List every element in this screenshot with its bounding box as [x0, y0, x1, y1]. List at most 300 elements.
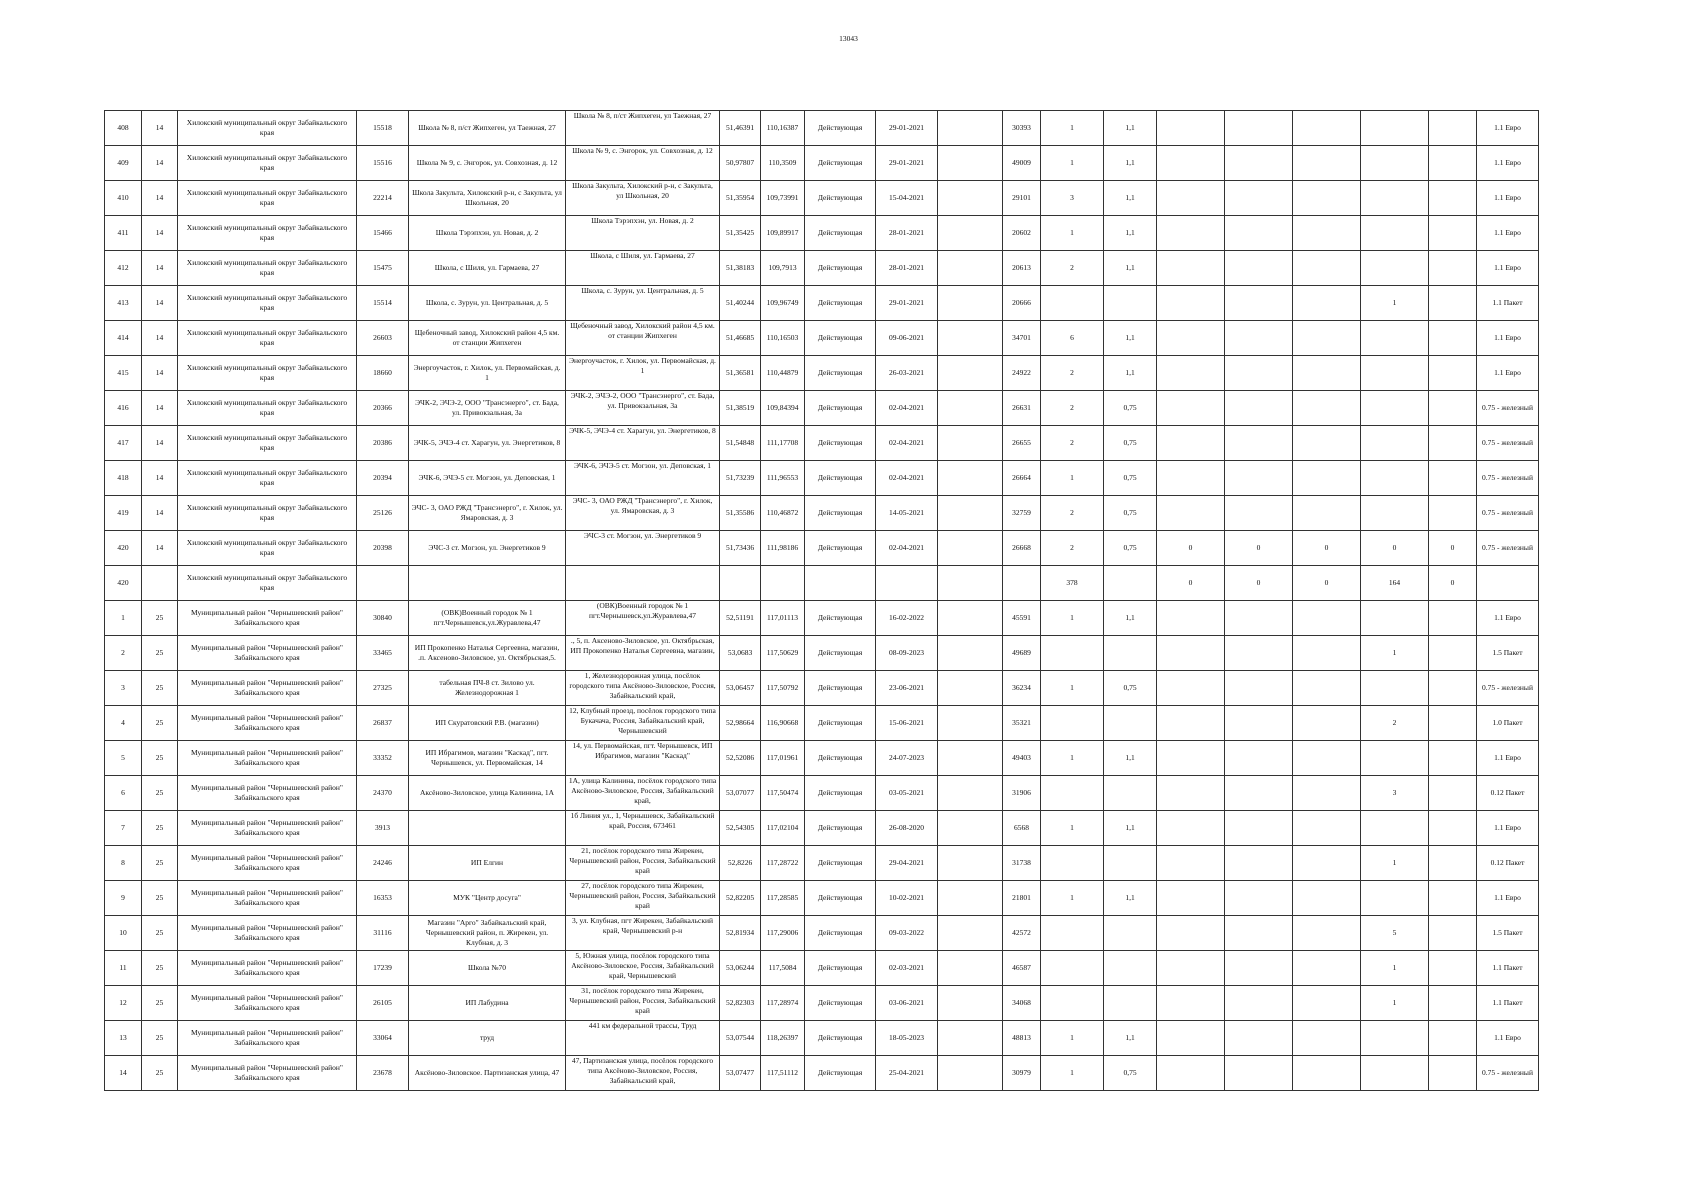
cell-text: Действующая — [817, 648, 863, 657]
cell-address-left — [409, 251, 566, 286]
cell-count — [1041, 811, 1104, 846]
cell-text: 1.1 Евро — [1494, 333, 1521, 342]
cell-text: 1.1 Евро — [1494, 263, 1521, 272]
cell-latitude — [720, 811, 761, 846]
cell-volume — [1104, 566, 1157, 601]
cell-object-id — [357, 1056, 409, 1091]
table-row — [105, 916, 1539, 951]
cell-site-id — [1003, 706, 1041, 741]
cell-text: 25 — [155, 648, 164, 657]
cell-latitude — [720, 881, 761, 916]
cell-site-id — [1003, 916, 1041, 951]
cell-site-id — [1003, 986, 1041, 1021]
cell-text: 109,7913 — [768, 263, 797, 272]
cell-text: 25126 — [373, 508, 392, 517]
cell-bag-count — [1361, 636, 1429, 671]
cell-text: Муниципальный район "Чернышевский район" Забайкальского края — [191, 958, 343, 977]
cell-text: 29-04-2021 — [889, 858, 924, 867]
cell-district-code — [142, 356, 178, 391]
table-row — [105, 356, 1539, 391]
cell-latitude — [720, 916, 761, 951]
cell-municipality — [178, 636, 357, 671]
cell-address-right — [566, 496, 720, 531]
cell-address-right — [566, 916, 720, 951]
cell-text: 117,51112 — [766, 1068, 799, 1077]
cell-text: 53,07544 — [725, 1033, 755, 1042]
cell-text: 0,75 — [1123, 438, 1137, 447]
cell-extra-2 — [1225, 286, 1293, 321]
cell-text: 117,50792 — [766, 683, 799, 692]
cell-object-id — [357, 461, 409, 496]
table-row — [105, 566, 1539, 601]
cell-address-left — [409, 461, 566, 496]
cell-date — [876, 321, 938, 356]
cell-status — [805, 531, 876, 566]
table-row — [105, 846, 1539, 881]
cell-text: 20366 — [373, 403, 392, 412]
cell-text: 3 — [121, 683, 125, 692]
cell-text: 25 — [155, 893, 164, 902]
cell-status — [805, 111, 876, 146]
cell-text: 0,75 — [1123, 683, 1137, 692]
cell-text: 13 — [119, 1033, 127, 1042]
cell-text: Школа Тэрэпхэн, ул. Новая, д. 2 — [591, 216, 694, 225]
cell-object-id — [357, 181, 409, 216]
cell-bag-count — [1361, 181, 1429, 216]
cell-latitude — [720, 461, 761, 496]
cell-text: 15-04-2021 — [889, 193, 924, 202]
cell-longitude — [761, 391, 805, 426]
cell-site-id — [1003, 426, 1041, 461]
cell-text: 36234 — [1012, 683, 1031, 692]
cell-text: 1А, улица Калинина, посёлок городского типа Аксёново-Зиловское, Россия, Забайкальский край, — [568, 776, 717, 805]
cell-container-type — [1477, 1021, 1539, 1056]
cell-site-id — [1003, 356, 1041, 391]
cell-container-type — [1477, 881, 1539, 916]
cell-volume — [1104, 426, 1157, 461]
cell-municipality — [178, 1056, 357, 1091]
cell-text: 414 — [117, 333, 129, 342]
cell-text: Действующая — [817, 333, 863, 342]
cell-text: Школа № 9, с. Энгорок, ул. Совхозная, д. 12 — [416, 158, 558, 167]
cell-object-id — [357, 811, 409, 846]
cell-count — [1041, 181, 1104, 216]
cell-text: Действующая — [817, 543, 863, 552]
cell-container-type — [1477, 426, 1539, 461]
cell-site-id — [1003, 811, 1041, 846]
cell-object-id — [357, 846, 409, 881]
cell-text: 27, посёлок городского типа Жирекен, Чернышевский район, Россия, Забайкальский край — [569, 881, 716, 910]
cell-address-left — [409, 181, 566, 216]
cell-text: 1,1 — [1125, 333, 1135, 342]
cell-text: 1.1 Евро — [1494, 1033, 1521, 1042]
cell-empty — [938, 426, 1003, 461]
cell-status — [805, 321, 876, 356]
cell-text: 15-06-2021 — [889, 718, 924, 727]
cell-text: 51,35586 — [725, 508, 755, 517]
cell-bag-count — [1361, 286, 1429, 321]
cell-district-code — [142, 216, 178, 251]
cell-text: 33352 — [373, 753, 392, 762]
cell-address-left — [409, 356, 566, 391]
cell-text: 0 — [1256, 543, 1261, 552]
cell-text: 1,1 — [1125, 368, 1135, 377]
cell-address-left — [409, 1056, 566, 1091]
cell-district-code — [142, 321, 178, 356]
cell-extra-4 — [1429, 1021, 1477, 1056]
cell-text: 441 км федеральной трассы, Труд — [588, 1021, 697, 1030]
cell-empty — [938, 321, 1003, 356]
cell-text: 51,73239 — [725, 473, 755, 482]
cell-bag-count — [1361, 496, 1429, 531]
cell-text: 21801 — [1012, 893, 1031, 902]
cell-object-id — [357, 776, 409, 811]
cell-text: 0.75 - железный — [1482, 683, 1533, 692]
cell-municipality — [178, 321, 357, 356]
cell-address-left — [409, 216, 566, 251]
cell-municipality — [178, 496, 357, 531]
cell-text: 18660 — [373, 368, 392, 377]
cell-volume — [1104, 251, 1157, 286]
cell-address-left — [409, 496, 566, 531]
cell-latitude — [720, 1056, 761, 1091]
cell-text: 416 — [117, 403, 129, 412]
cell-volume — [1104, 951, 1157, 986]
cell-text: 20386 — [373, 438, 392, 447]
cell-extra-1 — [1157, 986, 1225, 1021]
cell-text: Энергоучасток, г. Хилок, ул. Первомайская, д. 1 — [569, 356, 716, 375]
cell-text: 27325 — [373, 683, 392, 692]
cell-count — [1041, 706, 1104, 741]
cell-text: 6 — [121, 788, 125, 797]
cell-extra-2 — [1225, 216, 1293, 251]
cell-object-id — [357, 671, 409, 706]
cell-text: 1,1 — [1125, 158, 1135, 167]
cell-text: 1 — [1070, 1033, 1074, 1042]
cell-extra-3 — [1293, 391, 1361, 426]
cell-text: 1.0 Пакет — [1492, 718, 1523, 727]
cell-extra-2 — [1225, 1021, 1293, 1056]
cell-text: 1 — [1392, 298, 1397, 307]
cell-extra-3 — [1293, 881, 1361, 916]
cell-count — [1041, 496, 1104, 531]
cell-longitude — [761, 741, 805, 776]
cell-text: 1.1 Евро — [1494, 123, 1521, 132]
cell-empty — [938, 916, 1003, 951]
cell-extra-2 — [1225, 811, 1293, 846]
cell-index — [105, 881, 142, 916]
cell-text: 14 — [155, 193, 164, 202]
page-number: 13043 — [839, 34, 858, 43]
cell-municipality — [178, 741, 357, 776]
cell-empty — [938, 636, 1003, 671]
cell-text: 14 — [155, 543, 164, 552]
cell-address-left — [409, 286, 566, 321]
cell-extra-2 — [1225, 601, 1293, 636]
cell-status — [805, 846, 876, 881]
cell-longitude — [761, 181, 805, 216]
table-row — [105, 986, 1539, 1021]
registry-table — [104, 110, 1539, 1091]
cell-text: 0.12 Пакет — [1490, 788, 1525, 797]
table-row — [105, 251, 1539, 286]
cell-text: 26603 — [373, 333, 392, 342]
cell-count — [1041, 146, 1104, 181]
cell-text: 46587 — [1012, 963, 1031, 972]
cell-text: 53,06457 — [725, 683, 755, 692]
cell-empty — [938, 811, 1003, 846]
cell-empty — [938, 671, 1003, 706]
cell-container-type — [1477, 776, 1539, 811]
cell-container-type — [1477, 741, 1539, 776]
cell-text: 117,50629 — [766, 648, 799, 657]
cell-municipality — [178, 531, 357, 566]
cell-text: 1 — [1070, 1068, 1074, 1077]
cell-text: 33064 — [373, 1033, 392, 1042]
cell-text: 1 — [1070, 613, 1074, 622]
cell-address-left — [409, 671, 566, 706]
cell-text: 1 — [1392, 998, 1397, 1007]
cell-text: Действующая — [817, 298, 863, 307]
cell-address-left — [409, 951, 566, 986]
cell-extra-4 — [1429, 986, 1477, 1021]
cell-text: 9 — [121, 893, 125, 902]
cell-site-id — [1003, 846, 1041, 881]
cell-status — [805, 146, 876, 181]
cell-extra-3 — [1293, 951, 1361, 986]
table-row — [105, 741, 1539, 776]
cell-text: 110,3509 — [768, 158, 797, 167]
cell-extra-2 — [1225, 321, 1293, 356]
cell-municipality — [178, 916, 357, 951]
cell-text: 117,28722 — [766, 858, 799, 867]
cell-address-right — [566, 741, 720, 776]
cell-extra-2 — [1225, 496, 1293, 531]
cell-text: 51,35425 — [725, 228, 755, 237]
cell-latitude — [720, 671, 761, 706]
cell-extra-3 — [1293, 496, 1361, 531]
cell-text: 25 — [155, 613, 164, 622]
cell-bag-count — [1361, 566, 1429, 601]
cell-count — [1041, 846, 1104, 881]
cell-extra-4 — [1429, 461, 1477, 496]
cell-text: Действующая — [817, 753, 863, 762]
cell-text: 51,40244 — [725, 298, 755, 307]
cell-address-right — [566, 881, 720, 916]
cell-text: 118,26397 — [766, 1033, 799, 1042]
table-row — [105, 1021, 1539, 1056]
cell-text: 411 — [117, 228, 129, 237]
cell-text: 26105 — [373, 998, 392, 1007]
cell-longitude — [761, 846, 805, 881]
cell-status — [805, 391, 876, 426]
cell-municipality — [178, 251, 357, 286]
cell-text: Муниципальный район "Чернышевский район" Забайкальского края — [191, 923, 343, 942]
cell-text: Хилокский муниципальный округ Забайкальского края — [186, 468, 348, 487]
cell-text: 3913 — [375, 823, 390, 832]
cell-extra-3 — [1293, 286, 1361, 321]
cell-text: 31738 — [1012, 858, 1031, 867]
cell-text: 111,17708 — [766, 438, 799, 447]
cell-text: 0.75 - железный — [1482, 1068, 1533, 1077]
cell-text: ЭЧК-5, ЭЧЭ-4 ст. Харагун, ул. Энергетиков, 8 — [413, 438, 561, 447]
cell-index — [105, 216, 142, 251]
cell-extra-3 — [1293, 636, 1361, 671]
cell-extra-4 — [1429, 321, 1477, 356]
cell-volume — [1104, 496, 1157, 531]
cell-text: 117,02104 — [766, 823, 799, 832]
cell-text: 48813 — [1012, 1033, 1031, 1042]
cell-extra-1 — [1157, 741, 1225, 776]
cell-text: ИП Прокопенко Наталья Сергеевна, магазин, .п. Аксеново-Зиловское, ул. Октябрьская,5. — [414, 643, 560, 662]
table-row — [105, 286, 1539, 321]
cell-text: Хилокский муниципальный округ Забайкальского края — [186, 118, 348, 137]
cell-bag-count — [1361, 356, 1429, 391]
cell-text: 25 — [155, 823, 164, 832]
cell-text: 1.5 Пакет — [1492, 648, 1523, 657]
cell-longitude — [761, 531, 805, 566]
cell-index — [105, 531, 142, 566]
cell-text: 110,44879 — [766, 368, 799, 377]
cell-extra-1 — [1157, 251, 1225, 286]
cell-status — [805, 286, 876, 321]
cell-extra-2 — [1225, 181, 1293, 216]
cell-container-type — [1477, 251, 1539, 286]
cell-index — [105, 391, 142, 426]
cell-bag-count — [1361, 601, 1429, 636]
cell-latitude — [720, 321, 761, 356]
cell-text: Действующая — [817, 1033, 863, 1042]
cell-address-left — [409, 1021, 566, 1056]
cell-container-type — [1477, 321, 1539, 356]
cell-text: 111,96553 — [766, 473, 799, 482]
cell-address-right — [566, 286, 720, 321]
table-row — [105, 811, 1539, 846]
cell-text: 03-06-2021 — [889, 998, 924, 1007]
cell-object-id — [357, 251, 409, 286]
cell-text: 1 — [1392, 858, 1397, 867]
cell-district-code — [142, 286, 178, 321]
cell-text: 08-09-2023 — [889, 648, 924, 657]
cell-address-right — [566, 636, 720, 671]
cell-extra-4 — [1429, 181, 1477, 216]
cell-text: Действующая — [817, 193, 863, 202]
cell-text: 11 — [119, 963, 127, 972]
cell-volume — [1104, 286, 1157, 321]
cell-latitude — [720, 986, 761, 1021]
cell-extra-2 — [1225, 741, 1293, 776]
cell-count — [1041, 111, 1104, 146]
cell-text: 34701 — [1012, 333, 1031, 342]
cell-text: 22214 — [373, 193, 392, 202]
cell-extra-1 — [1157, 881, 1225, 916]
cell-text: 1б Линия ул., 1, Чернышевск, Забайкальский край, Россия, 673461 — [570, 811, 715, 830]
cell-text: 52,81934 — [725, 928, 755, 937]
cell-extra-2 — [1225, 146, 1293, 181]
cell-text: Муниципальный район "Чернышевский район" Забайкальского края — [191, 608, 343, 627]
cell-district-code — [142, 986, 178, 1021]
cell-text: 0 — [1324, 543, 1329, 552]
cell-status — [805, 636, 876, 671]
cell-text: ЭЧК-2, ЭЧЭ-2, ООО "Трансэнерго", ст. Бада, ул. Привокзальная, 3а — [570, 391, 715, 410]
cell-municipality — [178, 671, 357, 706]
cell-bag-count — [1361, 776, 1429, 811]
cell-empty — [938, 356, 1003, 391]
cell-longitude — [761, 426, 805, 461]
cell-container-type — [1477, 951, 1539, 986]
table-row — [105, 321, 1539, 356]
cell-text: Школа, с. Зурун, ул. Центральная, д. 5 — [581, 286, 704, 295]
cell-text: Действующая — [817, 368, 863, 377]
cell-text: 1 — [121, 613, 125, 622]
cell-volume — [1104, 181, 1157, 216]
cell-text: Действующая — [817, 228, 863, 237]
cell-container-type — [1477, 601, 1539, 636]
cell-extra-1 — [1157, 496, 1225, 531]
cell-text: 10-02-2021 — [889, 893, 924, 902]
cell-text: ИП Скуратовский Р.В. (магазин) — [435, 718, 539, 727]
cell-latitude — [720, 356, 761, 391]
cell-text: Школа, с Шиля, ул. Гармаева, 27 — [590, 251, 695, 260]
cell-empty — [938, 741, 1003, 776]
cell-text: 0,75 — [1123, 543, 1137, 552]
cell-volume — [1104, 811, 1157, 846]
cell-text: ИП Лабудина — [465, 998, 509, 1007]
cell-text: 25 — [155, 928, 164, 937]
cell-text: 14, ул. Первомайская, пгт. Чернышевск, ИП Ибрагимов, магазин "Каскад" — [572, 741, 713, 760]
cell-text: 0,75 — [1123, 508, 1137, 517]
table-row — [105, 671, 1539, 706]
cell-text: 0.75 - железный — [1482, 473, 1533, 482]
cell-text: 111,98186 — [766, 543, 799, 552]
cell-latitude — [720, 846, 761, 881]
cell-municipality — [178, 811, 357, 846]
cell-empty — [938, 461, 1003, 496]
cell-text: 20613 — [1012, 263, 1031, 272]
cell-container-type — [1477, 461, 1539, 496]
cell-text: 31906 — [1012, 788, 1031, 797]
table-row — [105, 111, 1539, 146]
cell-text: ЭЧК-6, ЭЧЭ-5 ст. Могзон, ул. Деповская, 1 — [418, 473, 556, 482]
cell-district-code — [142, 636, 178, 671]
cell-index — [105, 741, 142, 776]
cell-text: 409 — [117, 158, 129, 167]
cell-text: 25 — [155, 788, 164, 797]
cell-municipality — [178, 426, 357, 461]
cell-text: 1,1 — [1125, 753, 1135, 762]
cell-text: 1, Железнодорожная улица, посёлок городского типа Аксёново-Зиловское, Россия, Забайкальский край, — [569, 671, 716, 700]
cell-extra-1 — [1157, 1056, 1225, 1091]
cell-text: 3, ул. Клубная, пгт Жирекен, Забайкальский край, Чернышевский р-н — [571, 916, 714, 935]
cell-longitude — [761, 601, 805, 636]
cell-empty — [938, 881, 1003, 916]
cell-text: 17239 — [373, 963, 392, 972]
cell-latitude — [720, 636, 761, 671]
cell-extra-3 — [1293, 671, 1361, 706]
cell-index — [105, 181, 142, 216]
cell-text: 1,1 — [1125, 613, 1135, 622]
cell-site-id — [1003, 216, 1041, 251]
cell-status — [805, 671, 876, 706]
cell-text: 33465 — [373, 648, 392, 657]
cell-text: 25 — [155, 1033, 164, 1042]
cell-extra-3 — [1293, 916, 1361, 951]
cell-bag-count — [1361, 811, 1429, 846]
cell-extra-4 — [1429, 391, 1477, 426]
cell-extra-4 — [1429, 916, 1477, 951]
cell-text: 30840 — [373, 613, 392, 622]
cell-volume — [1104, 846, 1157, 881]
